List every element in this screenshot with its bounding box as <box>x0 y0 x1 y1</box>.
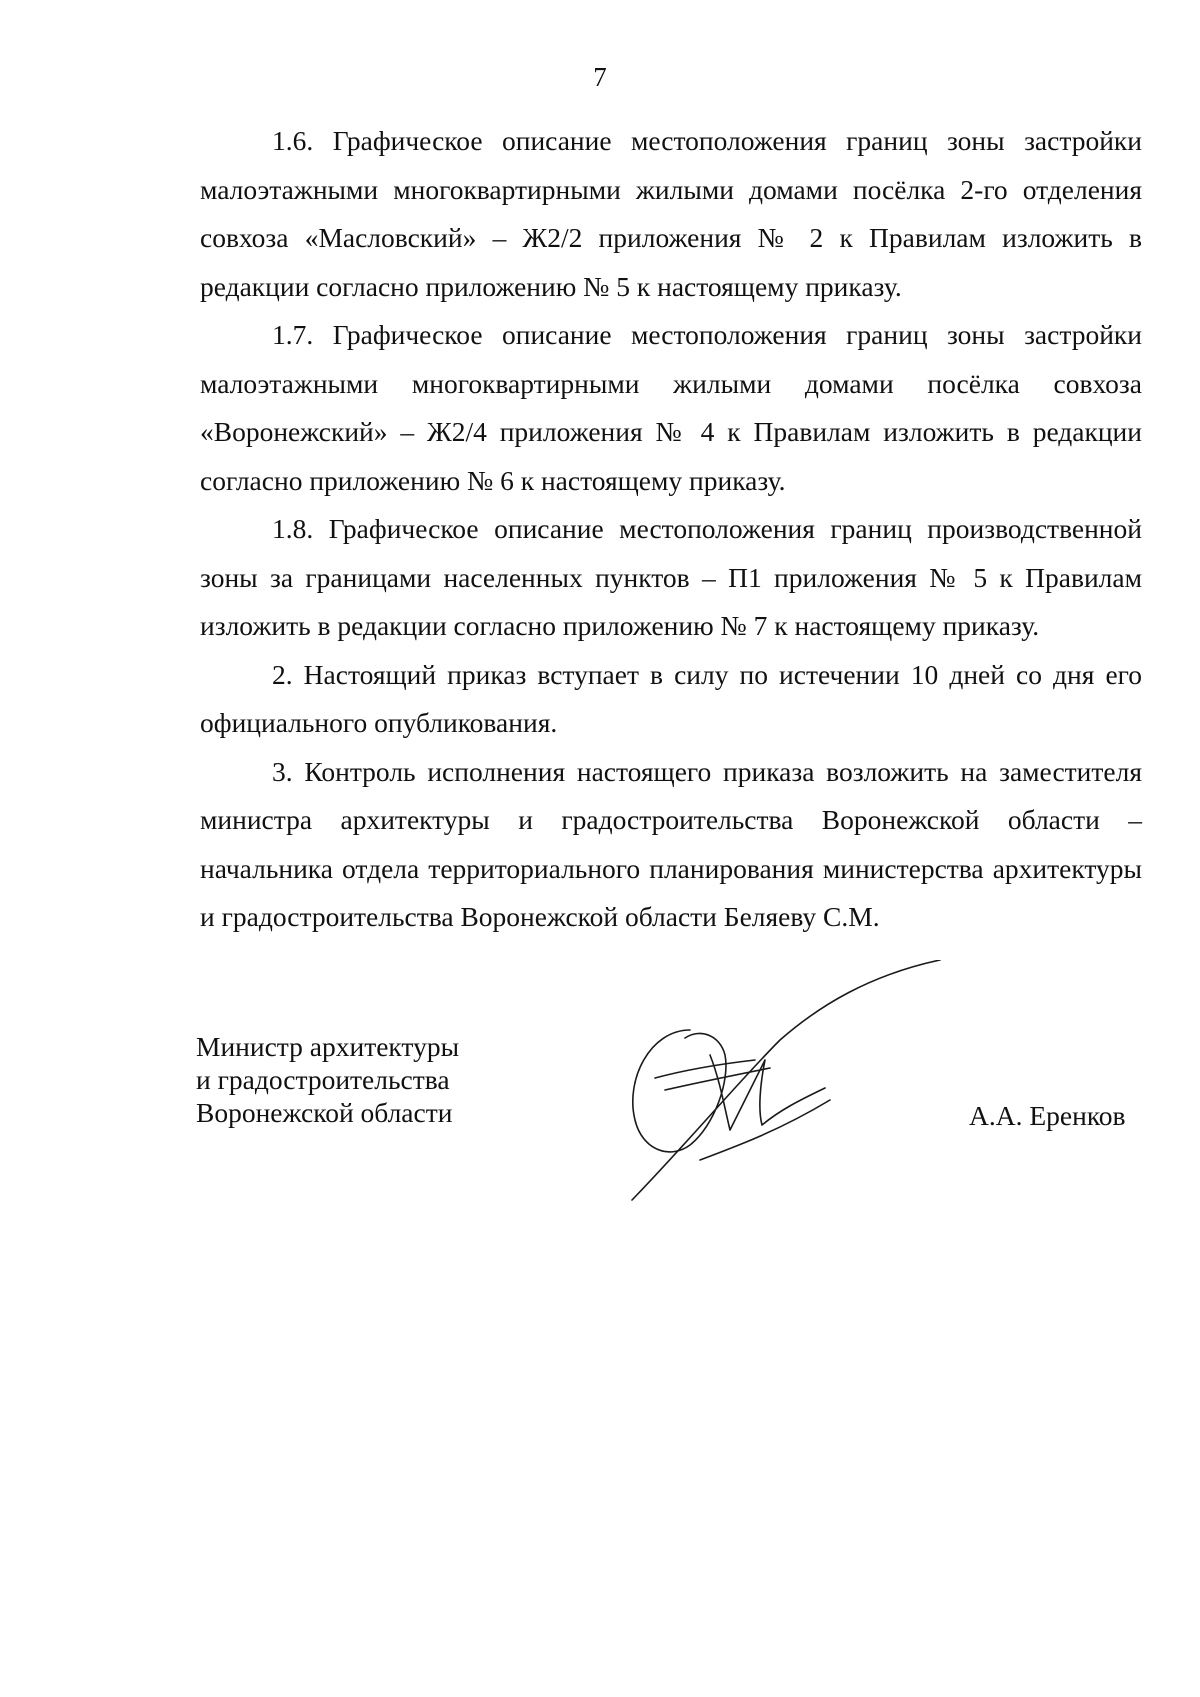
signatory-position-line-3: Воронежской области <box>196 1097 453 1128</box>
paragraph-1-7: 1.7. Графическое описание местоположения границ зоны застройки малоэтажными многоквартирными жилыми домами посёлка совхоза «Воронежский» – Ж2/4 приложения № 4 к Правилам изложить в редакции согласно приложению № 6 к настоящему приказу. <box>200 319 1142 496</box>
paragraph-1-6: 1.6. Графическое описание местоположения границ зоны застройки малоэтажными многоквартирными жилыми домами посёлка 2-го отделения совхоза «Масловский» – Ж2/2 приложения № 2 к Правилам изложить в редакции согласно приложению № 5 к настоящему приказу. <box>200 125 1142 302</box>
signatory-position <box>196 1030 459 1129</box>
handwritten-signature <box>630 960 960 1210</box>
page-number: 7 <box>593 62 607 92</box>
signatory-position-line-2: и градостроительства <box>196 1064 450 1095</box>
paragraph-2: 2. Настоящий приказ вступает в силу по истечении 10 дней со дня его официального опубликования. <box>200 658 1142 738</box>
paragraph-1-8: 1.8. Графическое описание местоположения границ производственной зоны за границами населенных пунктов – П1 приложения № 5 к Правилам изложить в редакции согласно приложению № 7 к настоящему приказу. <box>200 513 1142 641</box>
document-body <box>200 117 1142 942</box>
signatory-name: А.А. Еренков <box>969 1100 1126 1131</box>
paragraph-3: 3. Контроль исполнения настоящего приказа возложить на заместителя министра архитектуры и градостроительства Воронежской области – начальника отдела территориального планирования министерства архитектуры и градостроительства Воронежской области Беляеву С.М. <box>200 755 1142 932</box>
signatory-position-line-1: Министр архитектуры <box>196 1031 460 1062</box>
